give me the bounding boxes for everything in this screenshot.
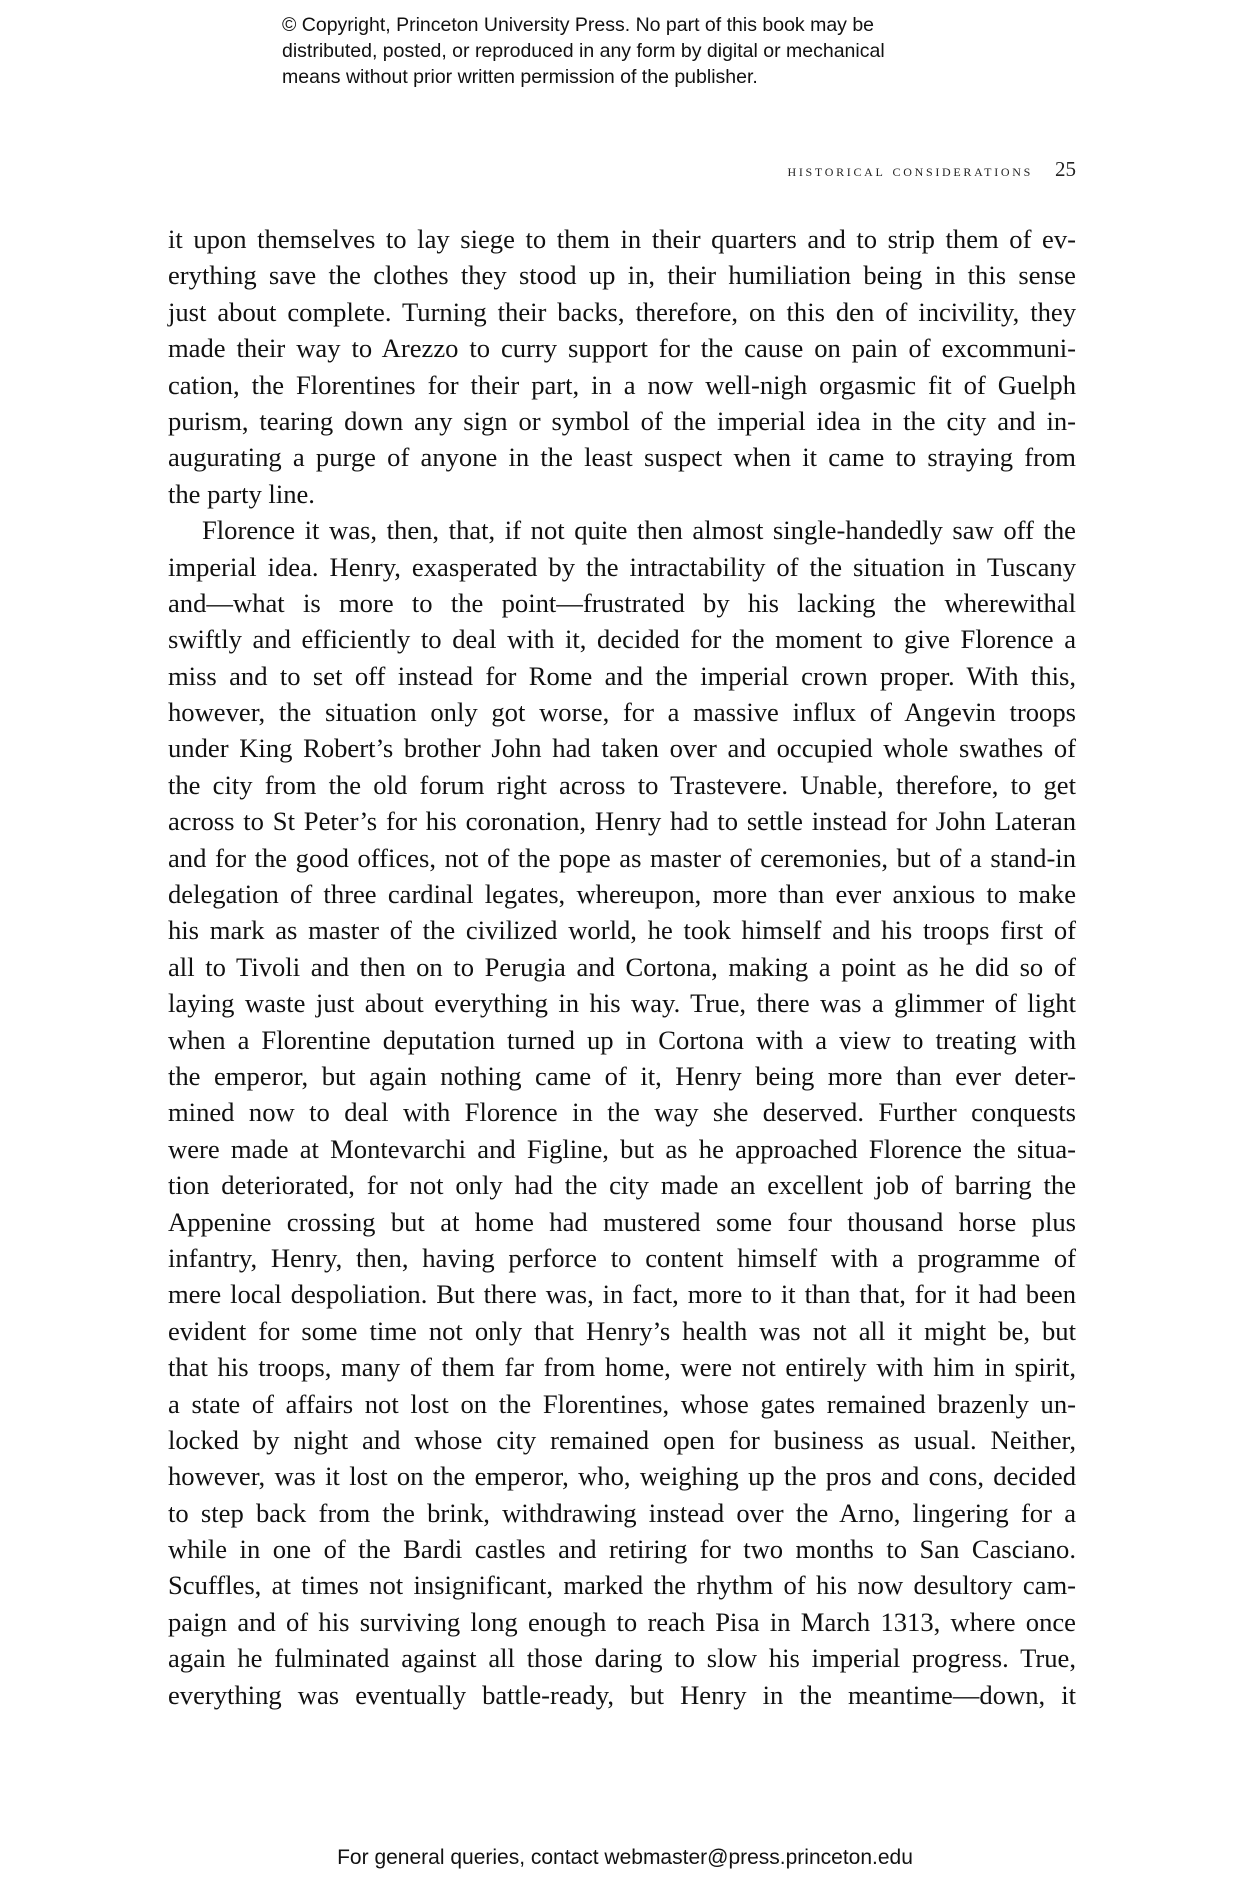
- text-line: Florence it was, then, that, if not quite then almost single-handedly saw off the: [202, 515, 1076, 546]
- running-head: [0, 157, 1076, 182]
- copyright-line: means without prior written permission of the publisher.: [282, 66, 758, 88]
- text-line: the city from the old forum right across to Trastevere. Unable, therefore, to get: [168, 769, 1076, 800]
- body-text: [168, 221, 1076, 1713]
- text-line: delegation of three cardinal legates, whereupon, more than ever anxious to make: [168, 879, 1076, 910]
- paragraph: [168, 512, 1076, 1713]
- text-line: the party line.: [168, 478, 315, 509]
- text-line: laying waste just about everything in his way. True, there was a glimmer of light: [168, 988, 1076, 1019]
- text-line: the emperor, but again nothing came of it, Henry being more than ever deter-: [168, 1060, 1076, 1091]
- text-line: Appenine crossing but at home had mustered some four thousand horse plus: [168, 1206, 1076, 1237]
- text-line: under King Robert’s brother John had taken over and occupied whole swathes of: [168, 733, 1076, 764]
- text-line: cation, the Florentines for their part, in a now well-nigh orgasmic fit of Guelph: [168, 369, 1076, 400]
- text-line: mere local despoliation. But there was, in fact, more to it than that, for it had been: [168, 1279, 1076, 1310]
- text-line: all to Tivoli and then on to Perugia and Cortona, making a point as he did so of: [168, 951, 1076, 982]
- text-line: again he fulminated against all those daring to slow his imperial progress. True,: [168, 1643, 1076, 1674]
- text-line: however, the situation only got worse, for a massive influx of Angevin troops: [168, 697, 1076, 728]
- text-line: mined now to deal with Florence in the way she deserved. Further conquests: [168, 1097, 1076, 1128]
- text-line: evident for some time not only that Henry’s health was not all it might be, but: [168, 1315, 1076, 1346]
- footer-contact: For general queries, contact webmaster@press.princeton.edu: [337, 1846, 913, 1869]
- running-head-title: historical considerations: [787, 161, 1033, 180]
- text-line: augurating a purge of anyone in the least suspect when it came to straying from: [168, 442, 1076, 473]
- text-line: to step back from the brink, withdrawing instead over the Arno, lingering for a: [168, 1497, 1076, 1528]
- text-line: miss and to set off instead for Rome and the imperial crown proper. With this,: [168, 660, 1076, 691]
- text-line: paign and of his surviving long enough to reach Pisa in March 1313, where once: [168, 1606, 1076, 1637]
- page-number: 25: [1055, 157, 1076, 181]
- text-line: when a Florentine deputation turned up in Cortona with a view to treating with: [168, 1024, 1076, 1055]
- copyright-notice: [282, 12, 1042, 90]
- text-line: locked by night and whose city remained open for business as usual. Neither,: [168, 1424, 1076, 1455]
- text-line: and for the good offices, not of the pope as master of ceremonies, but of a stand-in: [168, 842, 1076, 873]
- text-line: infantry, Henry, then, having perforce to content himself with a programme of: [168, 1242, 1076, 1273]
- copyright-line: distributed, posted, or reproduced in any form by digital or mechanical: [282, 40, 885, 62]
- text-line: made their way to Arezzo to curry support for the cause on pain of excommuni-: [168, 333, 1076, 364]
- text-line: it upon themselves to lay siege to them in their quarters and to strip them of ev-: [168, 224, 1076, 254]
- text-line: and—what is more to the point—frustrated by his lacking the wherewithal: [168, 587, 1076, 618]
- text-line: erything save the clothes they stood up in, their humiliation being in this sense: [168, 260, 1076, 291]
- text-line: across to St Peter’s for his coronation, Henry had to settle instead for John Lateran: [168, 806, 1076, 837]
- text-line: swiftly and efficiently to deal with it, decided for the moment to give Florence a: [168, 624, 1076, 655]
- text-line: however, was it lost on the emperor, who, weighing up the pros and cons, decided: [168, 1461, 1076, 1492]
- text-line: Scuffles, at times not insignificant, marked the rhythm of his now desultory cam-: [168, 1570, 1076, 1601]
- text-line: that his troops, many of them far from home, were not entirely with him in spirit,: [168, 1352, 1076, 1383]
- text-line: tion deteriorated, for not only had the city made an excellent job of barring the: [168, 1170, 1076, 1201]
- text-line: were made at Montevarchi and Figline, but as he approached Florence the situa-: [168, 1133, 1076, 1164]
- text-line: his mark as master of the civilized world, he took himself and his troops first of: [168, 915, 1076, 946]
- paragraph: [168, 221, 1076, 512]
- text-line: a state of affairs not lost on the Florentines, whose gates remained brazenly un-: [168, 1388, 1076, 1419]
- copyright-line: © Copyright, Princeton University Press. No part of this book may be: [282, 14, 875, 36]
- text-line: everything was eventually battle-ready, but Henry in the meantime—down, it: [168, 1679, 1076, 1710]
- text-line: purism, tearing down any sign or symbol of the imperial idea in the city and in-: [168, 405, 1076, 436]
- text-line: imperial idea. Henry, exasperated by the intractability of the situation in Tuscany: [168, 551, 1076, 582]
- text-line: while in one of the Bardi castles and retiring for two months to San Casciano.: [168, 1534, 1076, 1565]
- text-line: just about complete. Turning their backs, therefore, on this den of incivility, they: [168, 296, 1076, 327]
